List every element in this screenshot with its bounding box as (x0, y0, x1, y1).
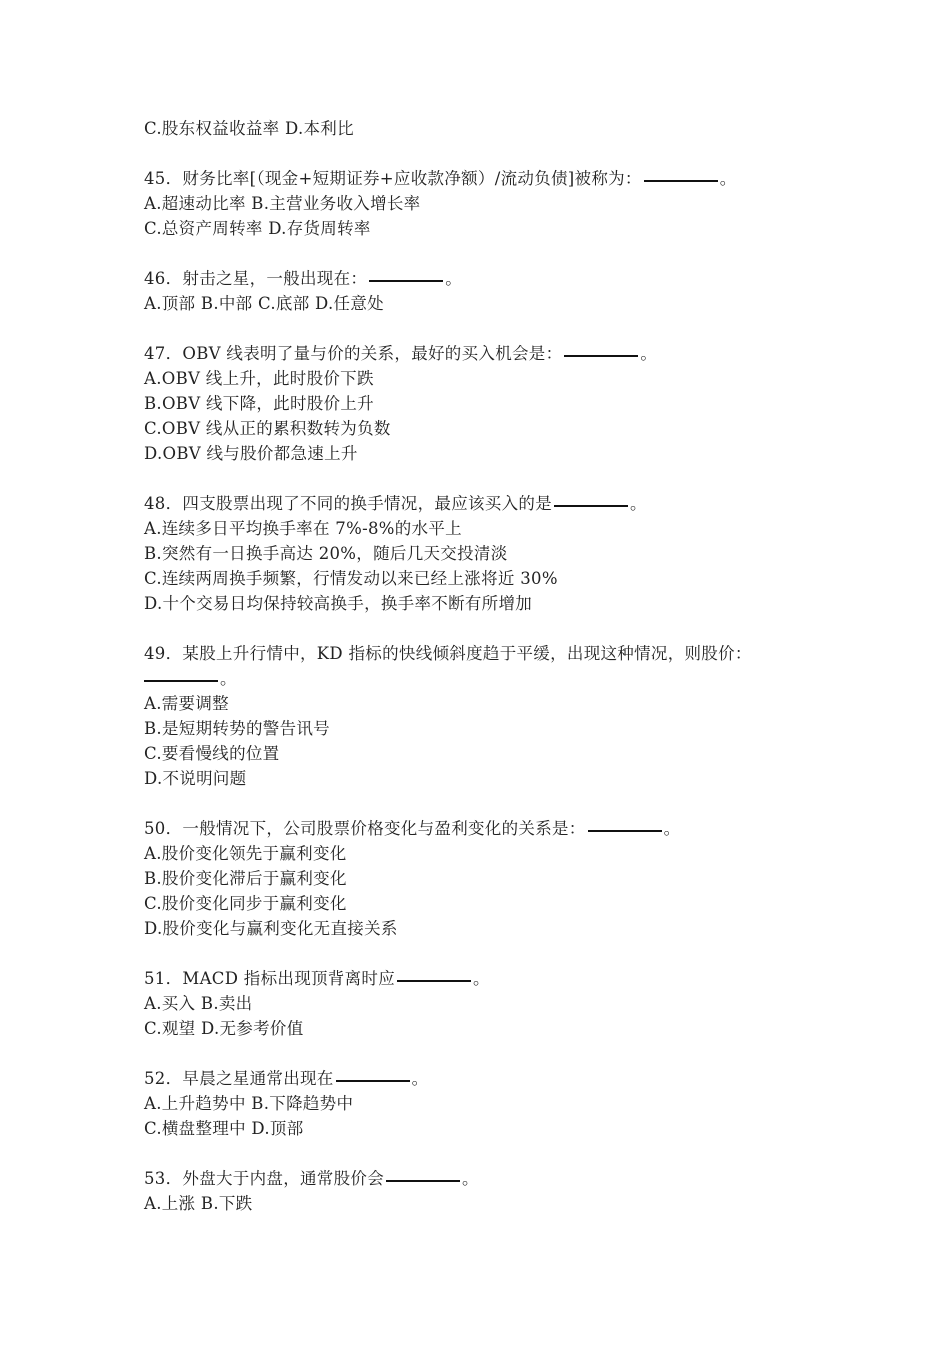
answer-blank (397, 980, 471, 982)
stem-end: 。 (663, 819, 681, 838)
option-line: D.股价变化与赢利变化无直接关系 (144, 919, 398, 938)
question-53 (144, 1166, 844, 1216)
option-line: B.OBV 线下降，此时股价上升 (144, 394, 374, 413)
spacer (144, 941, 844, 966)
stem-end: 。 (445, 269, 463, 288)
spacer (144, 1141, 844, 1166)
answer-blank (564, 355, 638, 357)
stem-end: 。 (220, 669, 237, 688)
option-line: B.突然有一日换手高达 20%，随后几天交投清淡 (144, 544, 508, 563)
option-line: A.顶部 B.中部 C.底部 D.任意处 (144, 294, 384, 313)
question-46 (144, 266, 844, 316)
option-line: D.OBV 线与股价都急速上升 (144, 444, 358, 463)
option-line: B.股价变化滞后于赢利变化 (144, 869, 347, 888)
stem-end: 。 (719, 169, 737, 188)
option-line: C.总资产周转率 D.存货周转率 (144, 219, 371, 238)
answer-blank (144, 680, 218, 682)
answer-blank (336, 1080, 410, 1082)
question-stem (144, 341, 844, 366)
spacer (144, 141, 844, 166)
stem-end: 。 (473, 969, 490, 988)
option-line: A.上涨 B.下跌 (144, 1194, 253, 1213)
question-stem (144, 816, 844, 841)
stem-text: 52．早晨之星通常出现在 (144, 1069, 334, 1088)
option-line: D.十个交易日均保持较高换手，换手率不断有所增加 (144, 594, 533, 613)
stem-end: 。 (630, 494, 647, 513)
option-line: A.超速动比率 B.主营业务收入增长率 (144, 194, 421, 213)
question-stem (144, 266, 844, 291)
option-line: C.股价变化同步于赢利变化 (144, 894, 347, 913)
option-line: C.连续两周换手频繁，行情发动以来已经上涨将近 30% (144, 569, 558, 588)
question-48 (144, 491, 844, 616)
option-line: B.是短期转势的警告讯号 (144, 719, 330, 738)
stem-text: 50．一般情况下，公司股票价格变化与盈利变化的关系是： (144, 819, 586, 838)
stem-text: 53．外盘大于内盘，通常股价会 (144, 1169, 384, 1188)
spacer (144, 791, 844, 816)
option-line: C.横盘整理中 D.顶部 (144, 1119, 304, 1138)
spacer (144, 1041, 844, 1066)
question-stem (144, 491, 844, 516)
answer-blank (369, 280, 443, 282)
spacer (144, 466, 844, 491)
stem-end: 。 (462, 1169, 479, 1188)
question-stem-continued (144, 666, 844, 691)
q44-option-line: C.股东权益收益率 D.本利比 (144, 119, 354, 138)
stem-text: 45．财务比率[（现金+短期证券+应收款净额）/流动负债]被称为： (144, 169, 642, 188)
question-51 (144, 966, 844, 1041)
answer-blank (386, 1180, 460, 1182)
question-stem (144, 1066, 844, 1091)
stem-text: 47．OBV 线表明了量与价的关系，最好的买入机会是： (144, 344, 563, 363)
question-49 (144, 641, 844, 791)
question-50 (144, 816, 844, 941)
document-page (144, 116, 844, 1216)
question-47 (144, 341, 844, 466)
answer-blank (588, 830, 662, 832)
spacer (144, 241, 844, 266)
question-52 (144, 1066, 844, 1141)
question-stem (144, 1166, 844, 1191)
option-line: C.OBV 线从正的累积数转为负数 (144, 419, 391, 438)
stem-text: 48．四支股票出现了不同的换手情况，最应该买入的是 (144, 494, 552, 513)
answer-blank (644, 180, 718, 182)
stem-end: 。 (411, 1069, 429, 1088)
option-line: A.买入 B.卖出 (144, 994, 253, 1013)
stem-text: 51．MACD 指标出现顶背离时应 (144, 969, 396, 988)
option-line: A.需要调整 (144, 694, 229, 713)
stem-end: 。 (640, 344, 658, 363)
answer-blank (554, 505, 628, 507)
option-line: D.不说明问题 (144, 769, 247, 788)
spacer (144, 316, 844, 341)
spacer (144, 616, 844, 641)
question-stem (144, 966, 844, 991)
question-45 (144, 166, 844, 241)
option-line: A.OBV 线上升，此时股价下跌 (144, 369, 374, 388)
question-stem: 49．某股上升行情中，KD 指标的快线倾斜度趋于平缓，出现这种情况，则股价： (144, 644, 752, 663)
option-line: A.股价变化领先于赢利变化 (144, 844, 347, 863)
stem-text: 46．射击之星，一般出现在： (144, 269, 368, 288)
option-line: C.要看慢线的位置 (144, 744, 280, 763)
question-stem (144, 166, 844, 191)
option-line: A.上升趋势中 B.下降趋势中 (144, 1094, 354, 1113)
option-line: A.连续多日平均换手率在 7%-8%的水平上 (144, 519, 462, 538)
option-line: C.观望 D.无参考价值 (144, 1019, 304, 1038)
